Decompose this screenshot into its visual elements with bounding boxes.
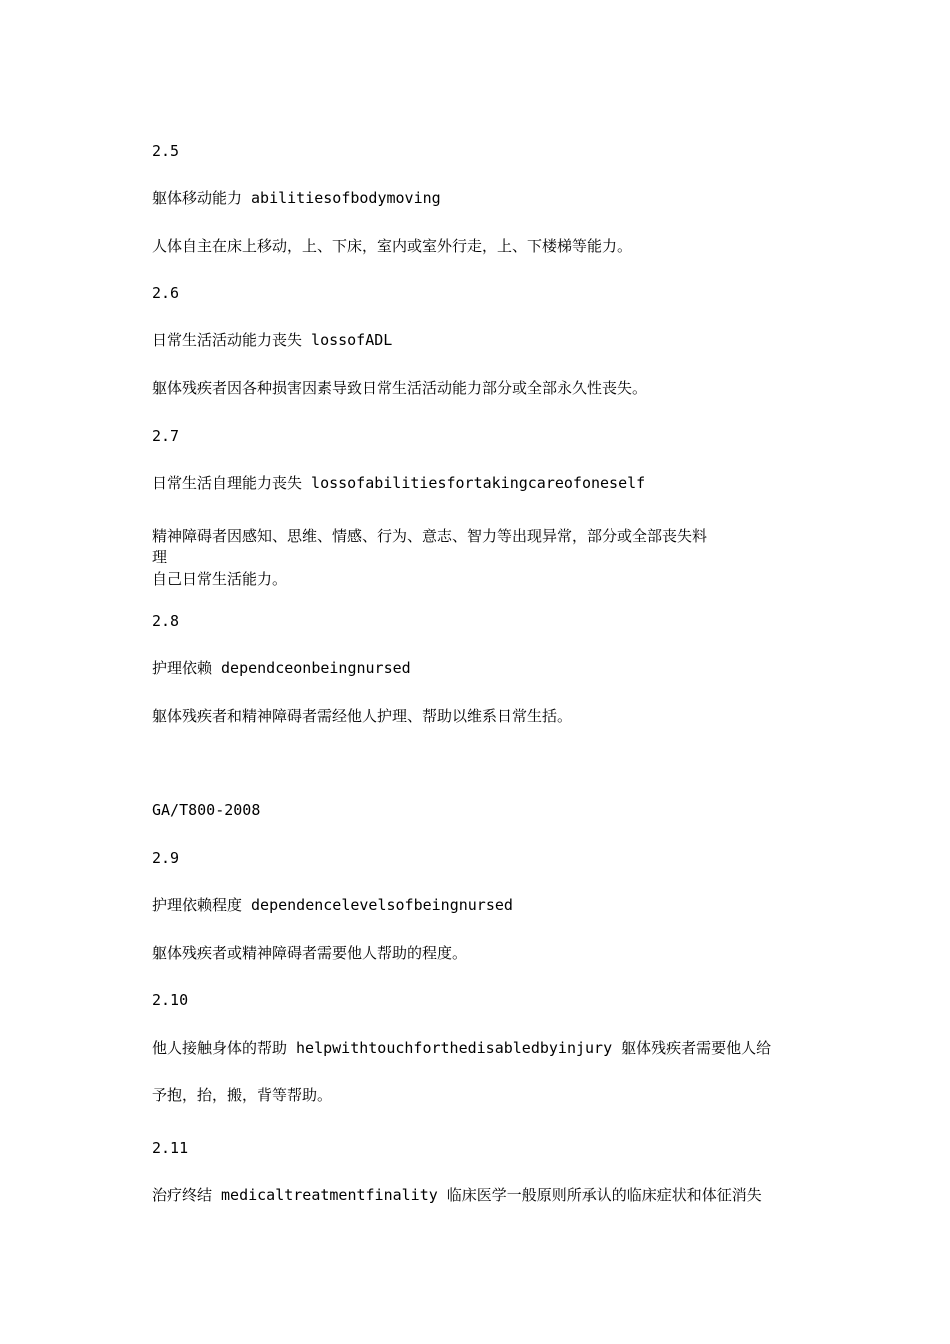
- term-heading-2-6: 日常生活活动能力丧失 lossofADL: [152, 331, 393, 349]
- standard-code: GA/T800-2008: [152, 801, 261, 819]
- term-heading-2-11: 治疗终结 medicaltreatmentfinality 临床医学一般原则所承认的临床症状和体征消失: [152, 1186, 762, 1204]
- term-heading-2-7: 日常生活自理能力丧失 lossofabilitiesfortakingcareofoneself: [152, 474, 646, 492]
- definition-2-5: 人体自主在床上移动，上、下床，室内或室外行走，上、下楼梯等能力。: [152, 237, 633, 255]
- term-heading-2-8: 护理依赖 dependceonbeingnursed: [152, 659, 411, 677]
- definition-2-7-line-3: 自己日常生活能力。: [152, 570, 288, 588]
- section-number-2-8: 2.8: [152, 612, 180, 630]
- definition-2-7-line-1: 精神障碍者因感知、思维、情感、行为、意志、智力等出现异常，部分或全部丧失料: [152, 527, 708, 545]
- definition-2-6: 躯体残疾者因各种损害因素导致日常生活活动能力部分或全部永久性丧失。: [152, 379, 648, 397]
- section-number-2-10: 2.10: [152, 991, 189, 1009]
- definition-2-9: 躯体残疾者或精神障碍者需要他人帮助的程度。: [152, 944, 468, 962]
- term-heading-2-5: 躯体移动能力 abilitiesofbodymoving: [152, 189, 441, 207]
- section-number-2-6: 2.6: [152, 284, 180, 302]
- section-number-2-7: 2.7: [152, 427, 180, 445]
- definition-2-8: 躯体残疾者和精神障碍者需经他人护理、帮助以维系日常生括。: [152, 707, 573, 725]
- term-heading-2-10: 他人接触身体的帮助 helpwithtouchforthedisabledbyinjury 躯体残疾者需要他人给: [152, 1039, 772, 1057]
- definition-2-10: 予抱，抬，搬，背等帮助。: [152, 1086, 333, 1104]
- section-number-2-5: 2.5: [152, 142, 180, 160]
- section-number-2-9: 2.9: [152, 849, 180, 867]
- term-heading-2-9: 护理依赖程度 dependencelevelsofbeingnursed: [152, 896, 513, 914]
- definition-2-7-line-2: 理: [152, 548, 168, 566]
- section-number-2-11: 2.11: [152, 1139, 189, 1157]
